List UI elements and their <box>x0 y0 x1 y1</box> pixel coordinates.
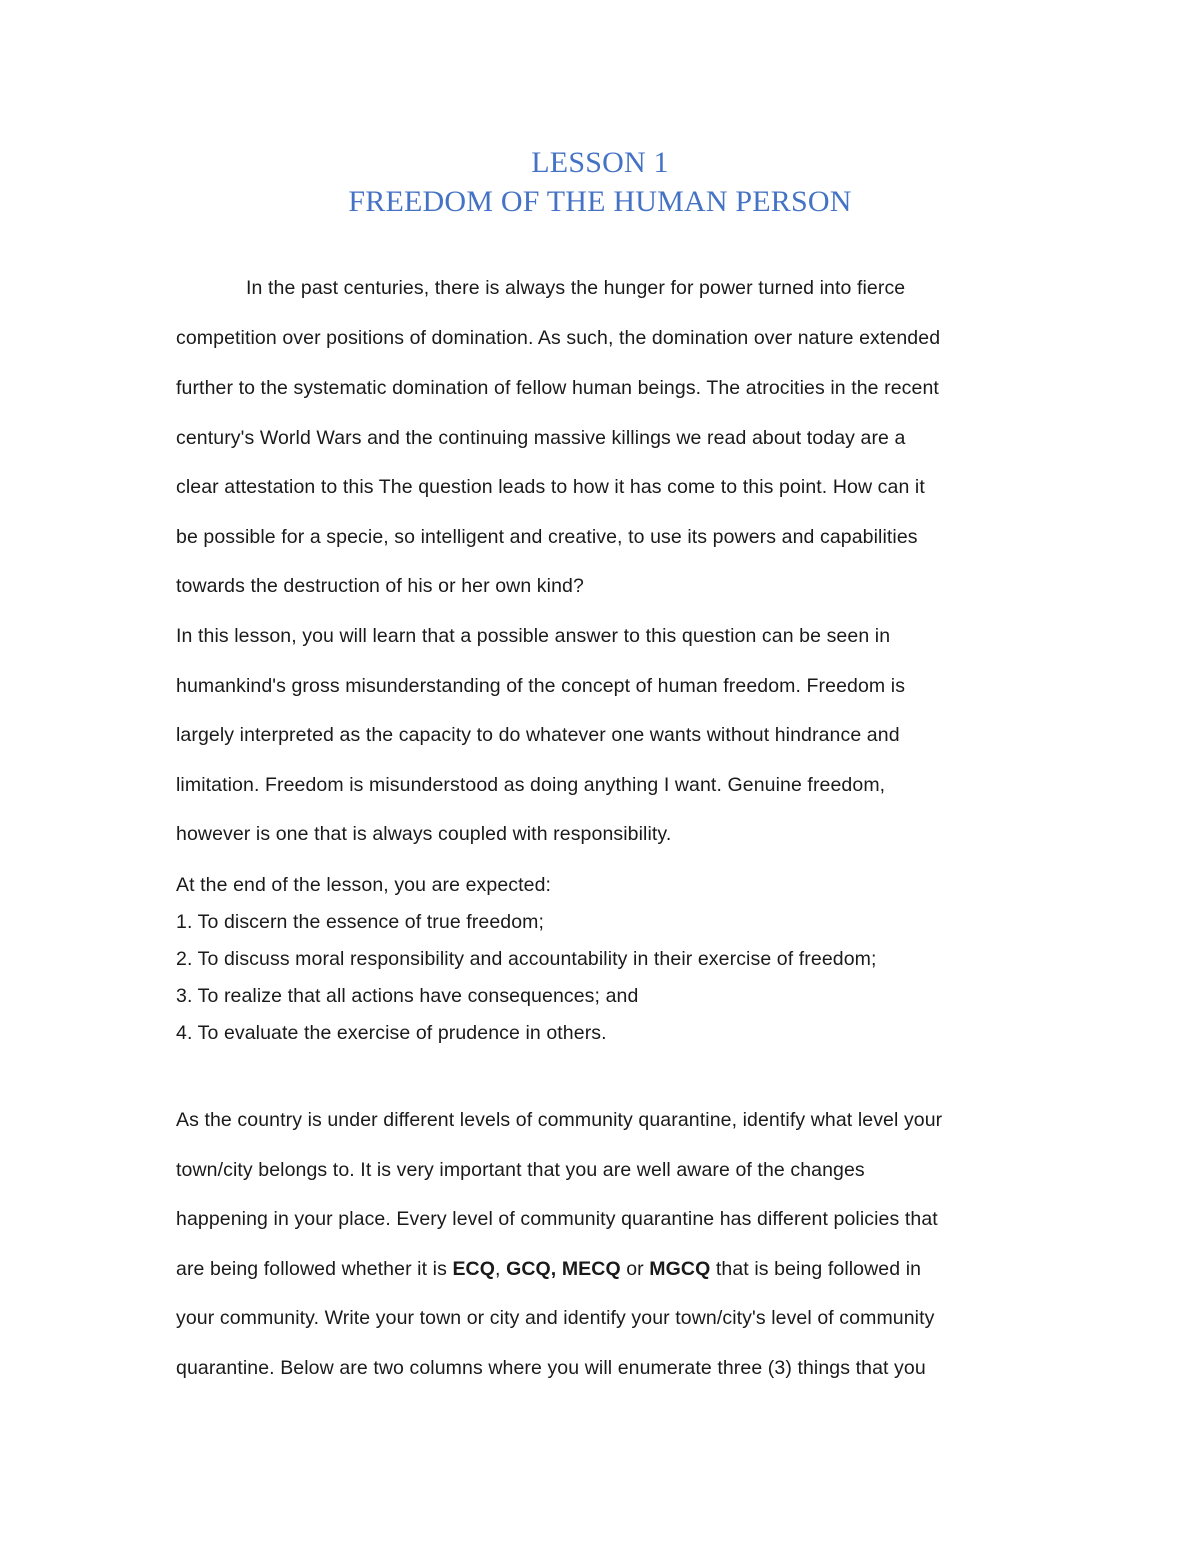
quarantine-line: your community. Write your town or city and identify your town/city's level of community <box>176 1307 935 1329</box>
lesson-line: largely interpreted as the capacity to do whatever one wants without hindrance and <box>176 724 900 746</box>
intro-line: further to the systematic domination of fellow human beings. The atrocities in the recent <box>176 377 939 399</box>
quarantine-line: happening in your place. Every level of community quarantine has different policies that <box>176 1208 938 1230</box>
intro-line: clear attestation to this The question leads to how it has come to this point. How can it <box>176 476 925 498</box>
quarantine-text: that is being followed in <box>710 1258 922 1280</box>
intro-line: In the past centuries, there is always the hunger for power turned into fierce <box>246 277 906 299</box>
lesson-line: limitation. Freedom is misunderstood as doing anything I want. Genuine freedom, <box>176 774 886 796</box>
lesson-title-heading: FREEDOM OF THE HUMAN PERSON <box>348 185 852 218</box>
quarantine-line: As the country is under different levels of community quarantine, identify what level your <box>176 1109 943 1131</box>
quarantine-text: are being followed whether it is <box>176 1258 453 1280</box>
gcq-mecq-label: GCQ, MECQ <box>506 1258 621 1280</box>
intro-line: towards the destruction of his or her own kind? <box>176 575 584 597</box>
lesson-number-heading: LESSON 1 <box>531 146 669 179</box>
intro-line: century's World Wars and the continuing massive killings we read about today are a <box>176 427 906 449</box>
lesson-line: In this lesson, you will learn that a possible answer to this question can be seen in <box>176 625 891 647</box>
quarantine-line: quarantine. Below are two columns where you will enumerate three (3) things that you <box>176 1357 926 1379</box>
mgcq-label: MGCQ <box>649 1258 711 1280</box>
intro-line: competition over positions of domination. As such, the domination over nature extended <box>176 327 941 349</box>
quarantine-text: or <box>620 1258 650 1280</box>
objective-item: 2. To discuss moral responsibility and accountability in their exercise of freedom; <box>176 948 877 970</box>
quarantine-line: town/city belongs to. It is very important that you are well aware of the changes <box>176 1159 865 1181</box>
ecq-label: ECQ <box>452 1258 496 1280</box>
quarantine-text: , <box>495 1258 507 1280</box>
objective-item: 4. To evaluate the exercise of prudence in others. <box>176 1022 607 1044</box>
intro-line: be possible for a specie, so intelligent and creative, to use its powers and capabilities <box>176 526 918 548</box>
lesson-line: humankind's gross misunderstanding of the concept of human freedom. Freedom is <box>176 675 906 697</box>
objective-item: 1. To discern the essence of true freedom; <box>176 911 545 933</box>
lesson-line: however is one that is always coupled with responsibility. <box>176 823 672 845</box>
quarantine-line <box>176 1256 921 1282</box>
objectives-intro: At the end of the lesson, you are expected: <box>176 874 552 896</box>
objective-item: 3. To realize that all actions have consequences; and <box>176 985 639 1007</box>
